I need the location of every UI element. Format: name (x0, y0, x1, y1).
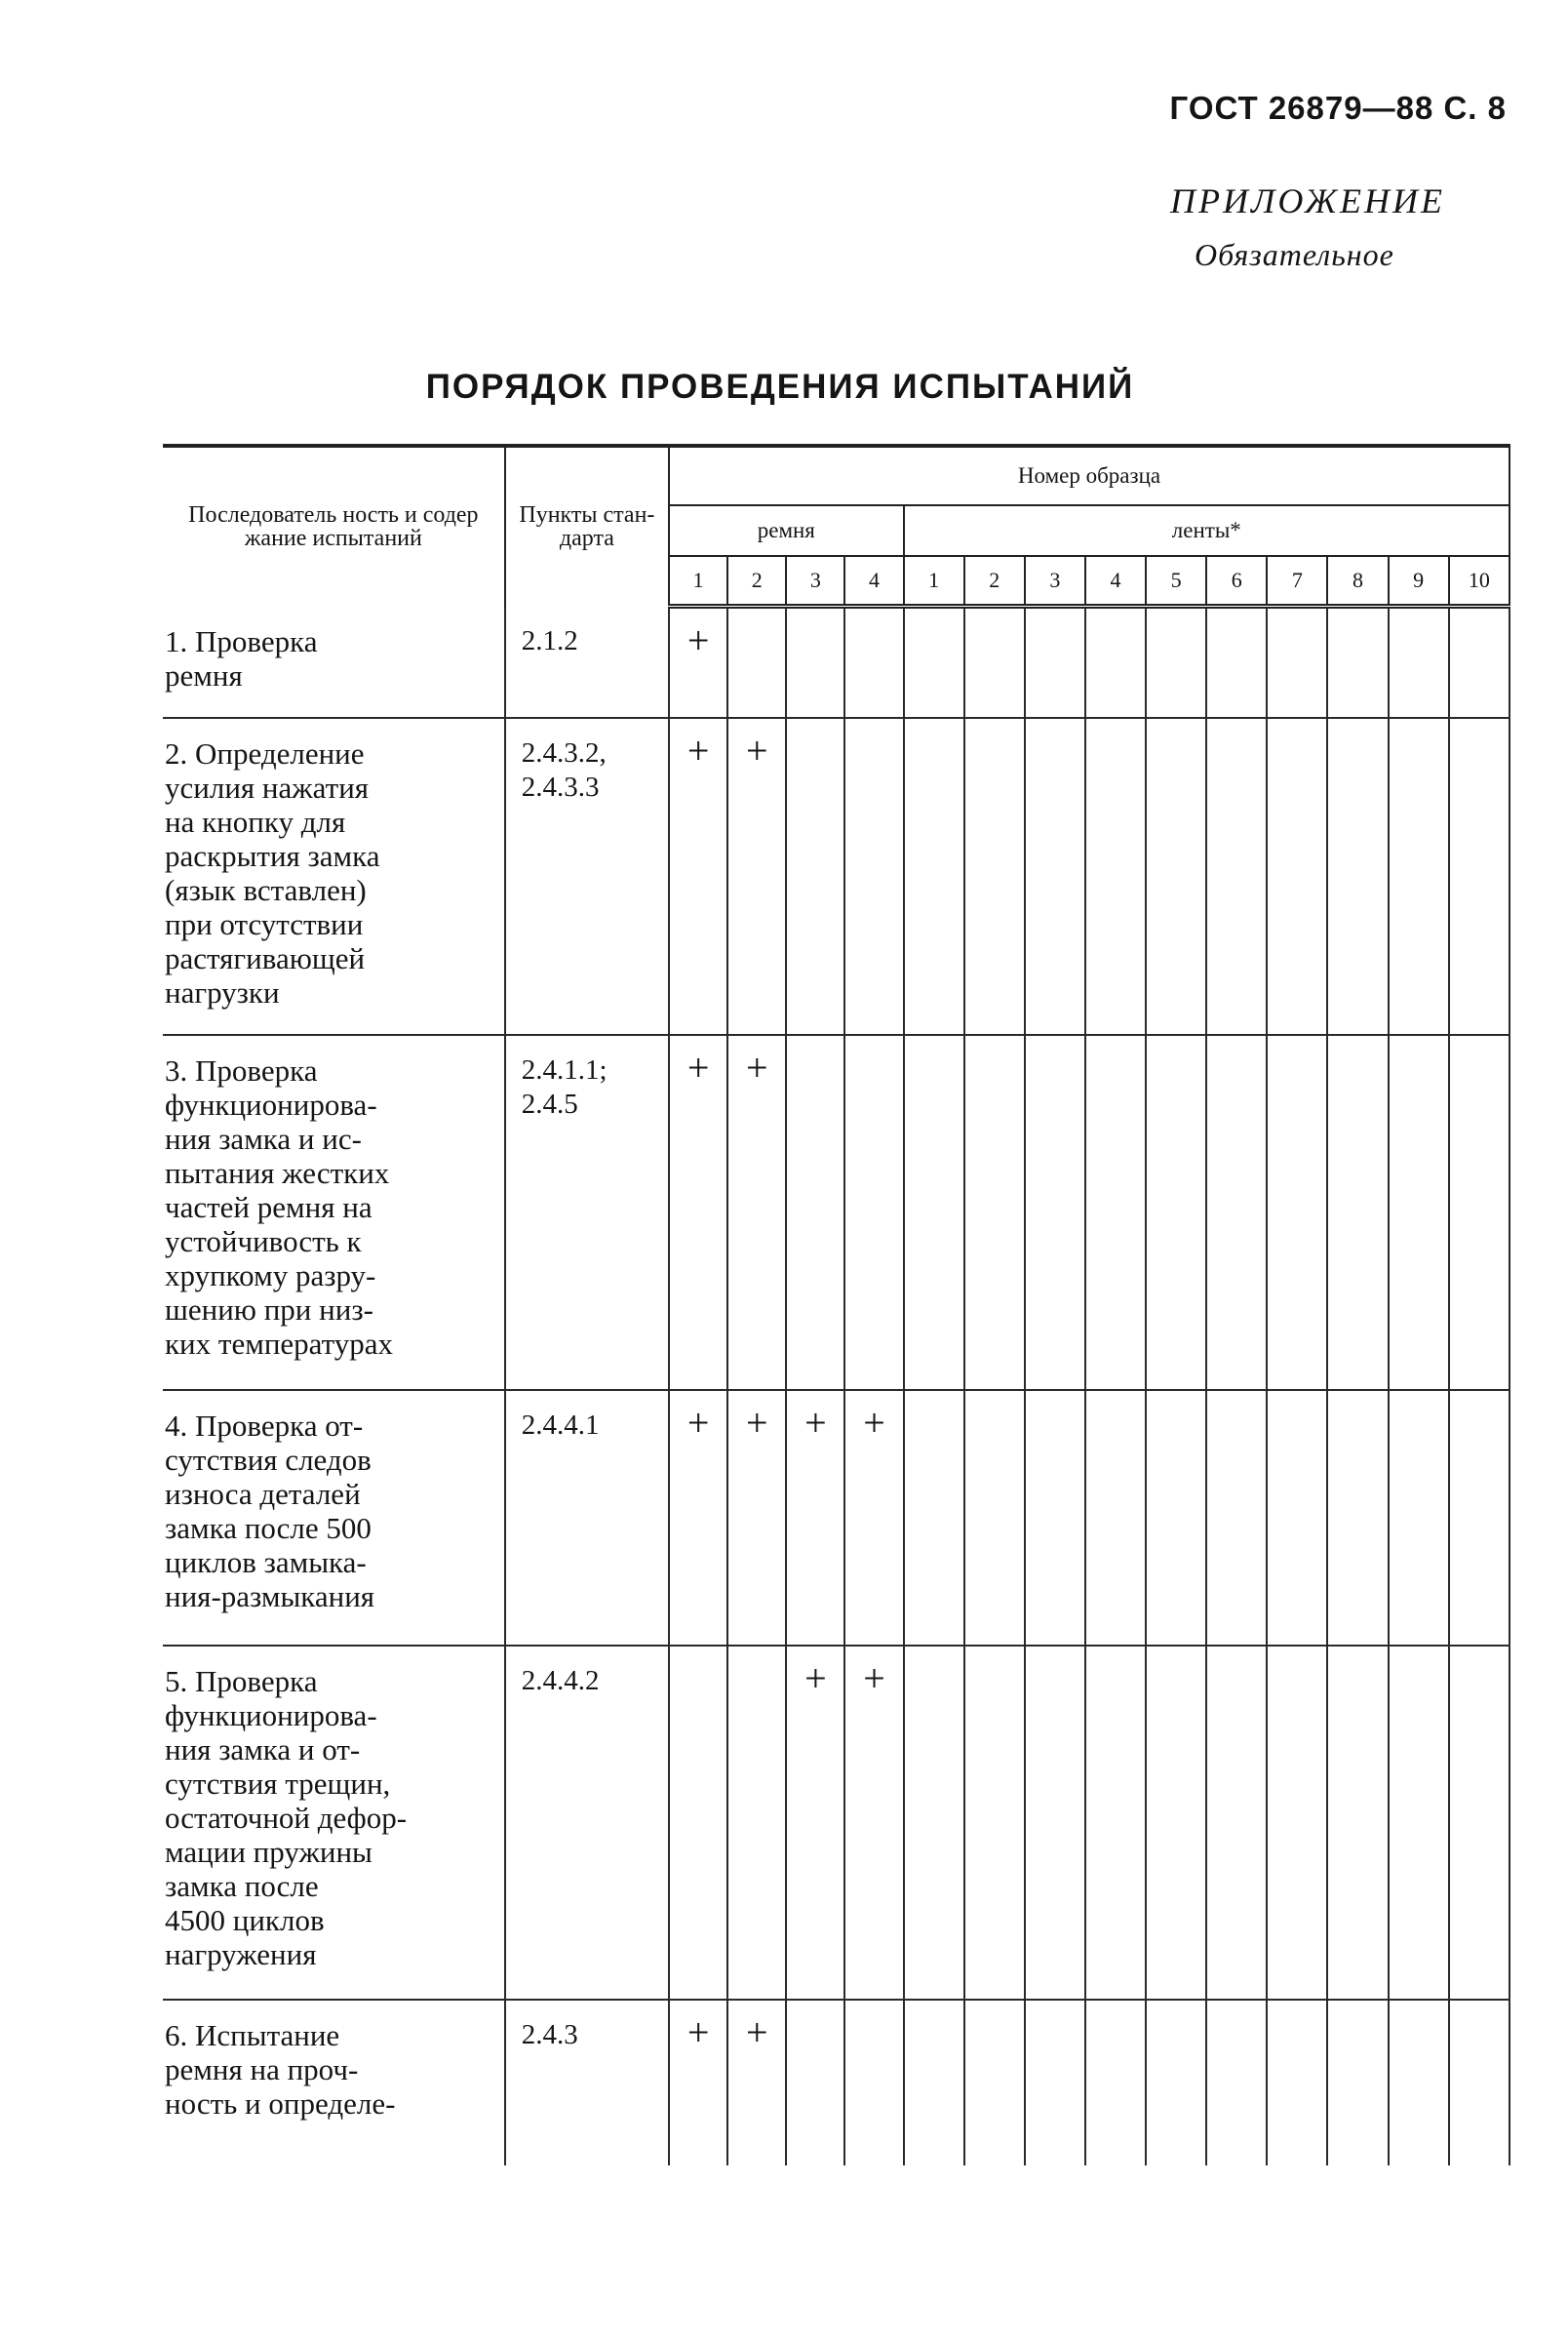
tape-sample-cell (1449, 718, 1509, 1035)
header-standard-points: Пункты стан- дарта (505, 446, 669, 607)
belt-sample-mark: + (669, 2000, 727, 2165)
tape-sample-cell (964, 1646, 1025, 2000)
header-tape-number: 5 (1146, 556, 1206, 607)
tape-sample-cell (1327, 1035, 1388, 1390)
tape-sample-cell (904, 607, 964, 718)
tape-sample-cell (1146, 1646, 1206, 2000)
header-belt-group: ремня (669, 505, 904, 556)
standard-points-cell: 2.1.2 (505, 607, 669, 718)
tape-sample-cell (964, 607, 1025, 718)
test-content-cell: 4. Проверка от- сутствия следов износа деталей замка после 500 циклов замыка- ния-размыкания (163, 1390, 505, 1646)
belt-sample-mark: + (727, 1035, 786, 1390)
tape-sample-cell (1025, 607, 1085, 718)
tape-sample-cell (1449, 607, 1509, 718)
standard-points-cell: 2.4.4.1 (505, 1390, 669, 1646)
standard-points-cell: 2.4.1.1; 2.4.5 (505, 1035, 669, 1390)
tape-sample-cell (964, 2000, 1025, 2165)
tape-sample-cell (1267, 1646, 1327, 2000)
tape-sample-cell (964, 718, 1025, 1035)
header-tape-number: 2 (964, 556, 1025, 607)
header-tape-group: ленты* (904, 505, 1509, 556)
tape-sample-cell (904, 2000, 964, 2165)
table-row (163, 1646, 1509, 2000)
table-row (163, 607, 1509, 718)
tape-sample-cell (1146, 718, 1206, 1035)
tape-sample-cell (1085, 718, 1146, 1035)
tape-sample-cell (1146, 607, 1206, 718)
header-tape-number: 9 (1389, 556, 1449, 607)
belt-sample-mark (786, 718, 844, 1035)
tape-sample-cell (1085, 607, 1146, 718)
tape-sample-cell (1389, 607, 1449, 718)
tape-sample-cell (1327, 1390, 1388, 1646)
header-sample-number: Номер образца (669, 446, 1509, 505)
tape-sample-cell (1025, 2000, 1085, 2165)
tape-sample-cell (1206, 1035, 1267, 1390)
belt-sample-mark: + (669, 718, 727, 1035)
tape-sample-cell (1449, 1035, 1509, 1390)
tape-sample-cell (904, 1035, 964, 1390)
tape-sample-cell (1025, 1390, 1085, 1646)
tape-sample-cell (1085, 1390, 1146, 1646)
tape-sample-cell (1327, 718, 1388, 1035)
appendix-status: Обязательное (1195, 237, 1394, 272)
tape-sample-cell (964, 1035, 1025, 1390)
tape-sample-cell (1267, 718, 1327, 1035)
standard-points-cell: 2.4.3.2, 2.4.3.3 (505, 718, 669, 1035)
belt-sample-mark: + (786, 1390, 844, 1646)
header-tape-number: 8 (1327, 556, 1388, 607)
tape-sample-cell (1449, 1390, 1509, 1646)
table-row (163, 1035, 1509, 1390)
tape-sample-cell (964, 1390, 1025, 1646)
table-row (163, 718, 1509, 1035)
belt-sample-mark: + (669, 1390, 727, 1646)
header-tape-number: 1 (904, 556, 964, 607)
belt-sample-mark (844, 2000, 903, 2165)
test-content-cell: 2. Определение усилия нажатия на кнопку для раскрытия замка (язык вставлен) при отсутствии растягивающей нагрузки (163, 718, 505, 1035)
header-tape-number: 7 (1267, 556, 1327, 607)
standard-points-cell: 2.4.4.2 (505, 1646, 669, 2000)
header-tape-number: 4 (1085, 556, 1146, 607)
header-sequence-content: Последователь ность и содер жание испытаний (163, 446, 505, 607)
belt-sample-mark: + (786, 1646, 844, 2000)
tape-sample-cell (904, 1390, 964, 1646)
tape-sample-cell (1389, 1646, 1449, 2000)
belt-sample-mark (727, 1646, 786, 2000)
header-belt-number: 2 (727, 556, 786, 607)
header-tape-number: 3 (1025, 556, 1085, 607)
test-content-cell: 6. Испытание ремня на проч- ность и определе- (163, 2000, 505, 2165)
tape-sample-cell (1389, 2000, 1449, 2165)
tape-sample-cell (1025, 1035, 1085, 1390)
document-reference: ГОСТ 26879—88 С. 8 (1169, 90, 1507, 126)
header-tape-number: 10 (1449, 556, 1509, 607)
belt-sample-mark: + (844, 1390, 903, 1646)
belt-sample-mark: + (844, 1646, 903, 2000)
tape-sample-cell (1206, 1646, 1267, 2000)
tape-sample-cell (1389, 1390, 1449, 1646)
header-belt-number: 3 (786, 556, 844, 607)
tape-sample-cell (1449, 1646, 1509, 2000)
belt-sample-mark: + (669, 607, 727, 718)
belt-sample-mark (844, 1035, 903, 1390)
tape-sample-cell (904, 1646, 964, 2000)
tape-sample-cell (1085, 1646, 1146, 2000)
belt-sample-mark: + (669, 1035, 727, 1390)
tape-sample-cell (904, 718, 964, 1035)
tape-sample-cell (1025, 1646, 1085, 2000)
tape-sample-cell (1327, 1646, 1388, 2000)
tape-sample-cell (1449, 2000, 1509, 2165)
belt-sample-mark (727, 607, 786, 718)
tape-sample-cell (1267, 1390, 1327, 1646)
tape-sample-cell (1267, 607, 1327, 718)
belt-sample-mark: + (727, 1390, 786, 1646)
test-content-cell: 5. Проверка функционирова- ния замка и от- сутствия трещин, остаточной дефор- мации пружины замка после 4500 циклов нагружения (163, 1646, 505, 2000)
tape-sample-cell (1206, 607, 1267, 718)
tape-sample-cell (1146, 1390, 1206, 1646)
belt-sample-mark: + (727, 718, 786, 1035)
header-tape-number: 6 (1206, 556, 1267, 607)
standard-points-cell: 2.4.3 (505, 2000, 669, 2165)
belt-sample-mark (786, 607, 844, 718)
header-belt-number: 4 (844, 556, 903, 607)
belt-sample-mark (669, 1646, 727, 2000)
tape-sample-cell (1267, 2000, 1327, 2165)
tape-sample-cell (1206, 2000, 1267, 2165)
header-belt-number: 1 (669, 556, 727, 607)
tape-sample-cell (1085, 2000, 1146, 2165)
appendix-title: ПРИЛОЖЕНИЕ (1170, 181, 1445, 220)
tape-sample-cell (1025, 718, 1085, 1035)
tape-sample-cell (1206, 718, 1267, 1035)
tape-sample-cell (1327, 607, 1388, 718)
table-row (163, 2000, 1509, 2165)
test-order-table (163, 444, 1510, 2165)
test-content-cell: 1. Проверка ремня (163, 607, 505, 718)
test-content-cell: 3. Проверка функционирова- ния замка и ис- пытания жестких частей ремня на устойчивость к хрупкому разру- шению при низ- ких температурах (163, 1035, 505, 1390)
tape-sample-cell (1389, 1035, 1449, 1390)
tape-sample-cell (1389, 718, 1449, 1035)
belt-sample-mark (786, 2000, 844, 2165)
belt-sample-mark: + (727, 2000, 786, 2165)
document-title: ПОРЯДОК ПРОВЕДЕНИЯ ИСПЫТАНИЙ (425, 368, 1135, 406)
tape-sample-cell (1267, 1035, 1327, 1390)
belt-sample-mark (844, 718, 903, 1035)
table-row (163, 1390, 1509, 1646)
belt-sample-mark (786, 1035, 844, 1390)
tape-sample-cell (1146, 2000, 1206, 2165)
tape-sample-cell (1085, 1035, 1146, 1390)
tape-sample-cell (1146, 1035, 1206, 1390)
tape-sample-cell (1327, 2000, 1388, 2165)
belt-sample-mark (844, 607, 903, 718)
tape-sample-cell (1206, 1390, 1267, 1646)
